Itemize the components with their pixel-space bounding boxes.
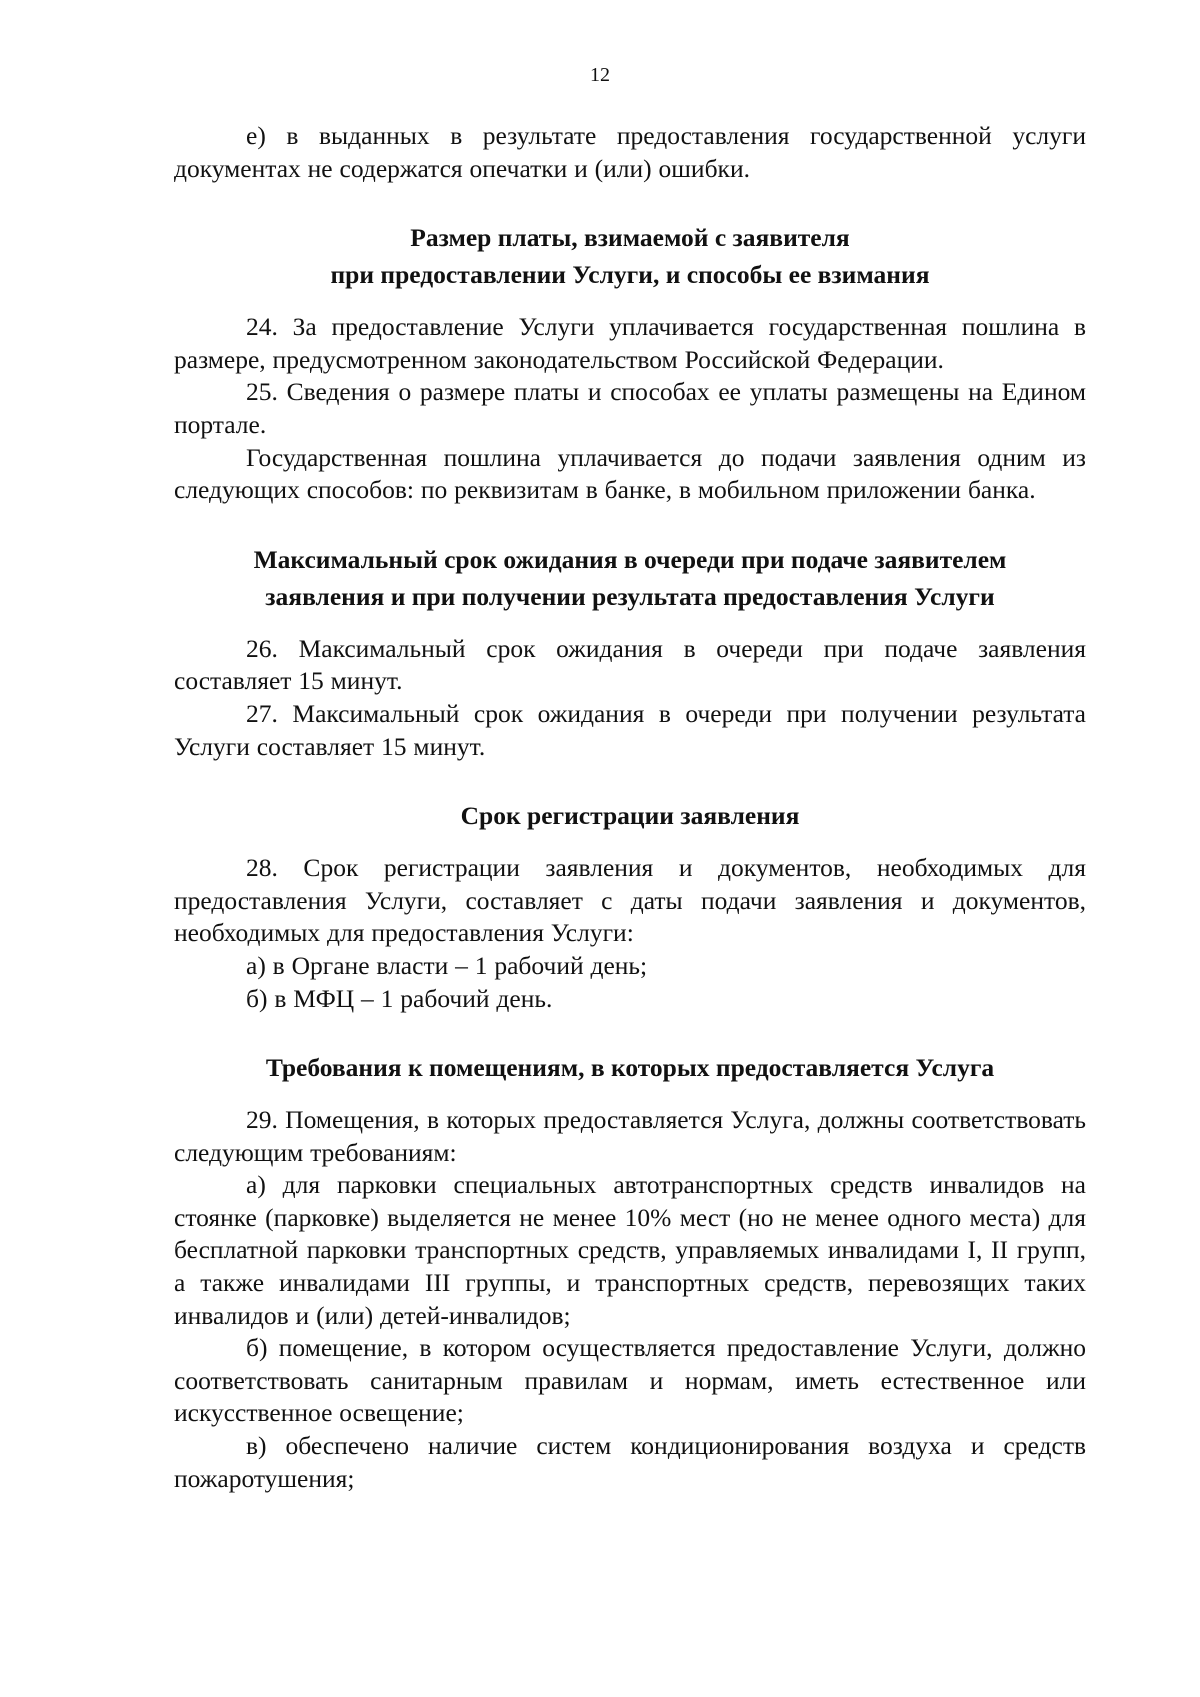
paragraph-26: 26. Максимальный срок ожидания в очереди при подаче заявления составляет 15 минут. (174, 633, 1086, 696)
page-number: 12 (590, 64, 610, 86)
paragraph-24: 24. За предоставление Услуги уплачивается государственная пошлина в размере, предусмотренном законодательством Российской Федерации. (174, 312, 1086, 374)
heading-line: при предоставлении Услуги, и способы ее взимания (330, 260, 930, 290)
paragraph-28-a: а) в Органе власти – 1 рабочий день; (246, 950, 648, 980)
heading-line: Максимальный срок ожидания в очереди при подаче заявителем (253, 544, 1007, 574)
heading-line: Требования к помещениям, в которых предоставляется Услуга (265, 1053, 995, 1083)
heading-line: заявления и при получении результата предоставления Услуги (265, 581, 995, 611)
paragraph-state-fee-methods: Государственная пошлина уплачивается до подачи заявления одним из следующих способов: по реквизитам в банке, в мобильном приложении банка. (174, 442, 1086, 505)
heading-line: Размер платы, взимаемой с заявителя (410, 223, 850, 253)
paragraph-e-no-typos: е) в выданных в результате предоставления государственной услуги документах не содержатся опечатки и (или) ошибки. (174, 121, 1086, 183)
document-body (174, 120, 1086, 1495)
heading-fee-size (174, 219, 1086, 293)
heading-registration-period (174, 797, 1086, 834)
paragraph-29: 29. Помещения, в которых предоставляется Услуга, должны соответствовать следующим требованиям: (174, 1105, 1086, 1167)
paragraph-29-b: б) помещение, в котором осуществляется предоставление Услуги, должно соответствовать санитарным правилам и нормам, иметь естественное или искусственное освещение; (174, 1333, 1086, 1428)
paragraph-25: 25. Сведения о размере платы и способах ее уплаты размещены на Едином портале. (174, 377, 1086, 439)
heading-premises-requirements (174, 1049, 1086, 1086)
paragraph-27: 27. Максимальный срок ожидания в очереди при получении результата Услуги составляет 15 минут. (174, 698, 1086, 761)
paragraph-29-a: а) для парковки специальных автотранспортных средств инвалидов на стоянке (парковке) выделяется не менее 10% мест (но не менее одного места) для бесплатной парковки транспортных средств, управляемых инвалидами I, II групп, а также инвалидами III группы, и транспортных средств, перевозящих таких инвалидов и (или) детей-инвалидов; (174, 1170, 1086, 1330)
heading-line: Срок регистрации заявления (460, 801, 800, 831)
paragraph-28: 28. Срок регистрации заявления и документов, необходимых для предоставления Услуги, составляет с даты подачи заявления и документов, необходимых для предоставления Услуги: (174, 853, 1086, 948)
paragraph-29-v: в) обеспечено наличие систем кондиционирования воздуха и средств пожаротушения; (174, 1431, 1086, 1493)
heading-max-queue-time (174, 541, 1086, 615)
paragraph-28-b: б) в МФЦ – 1 рабочий день. (246, 983, 553, 1013)
